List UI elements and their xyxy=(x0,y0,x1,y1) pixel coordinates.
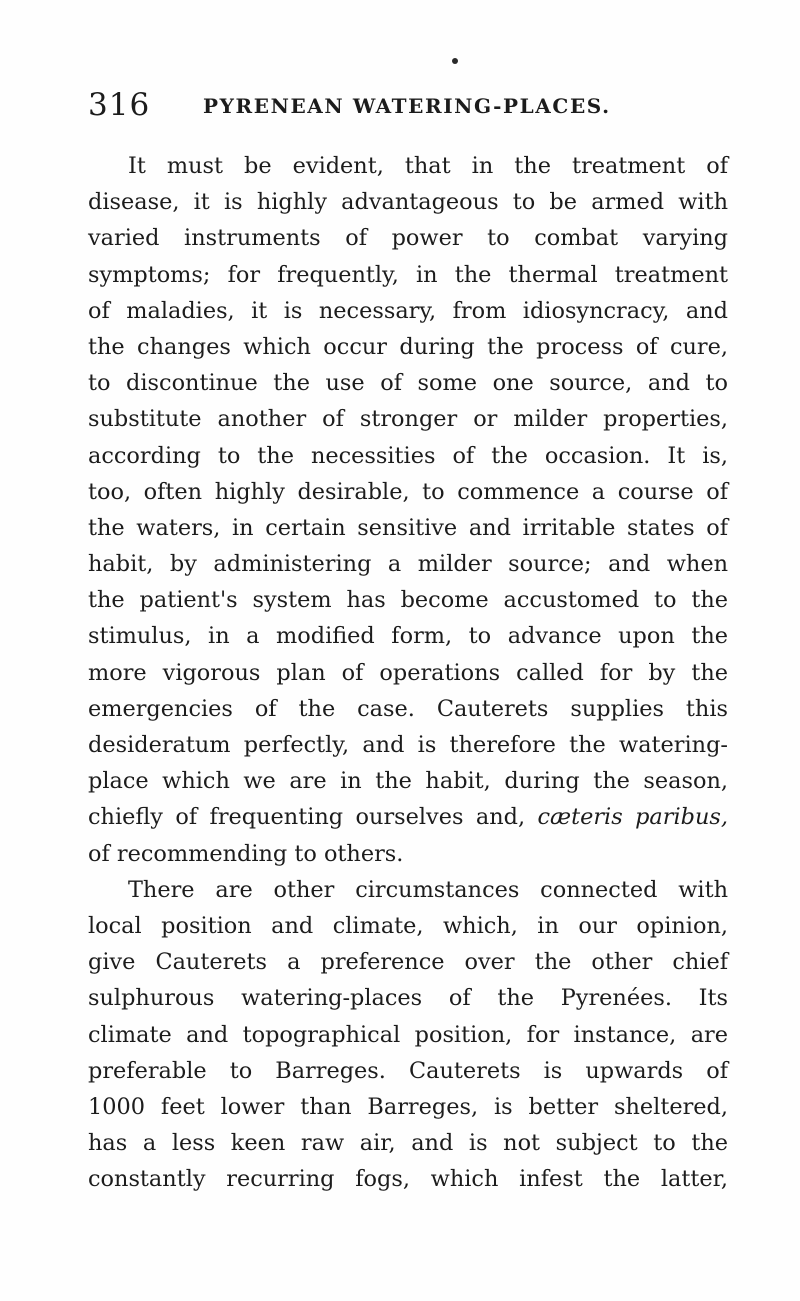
text-line: the patient's system has become accustomed to the xyxy=(88,587,728,614)
text-line: varied instruments of power to combat varying xyxy=(88,225,728,252)
text-line: of maladies, it is necessary, from idiosyncracy, and xyxy=(88,297,728,324)
text-line: stimulus, in a modified form, to advance upon the xyxy=(88,623,728,650)
italic-phrase: cæteris paribus, xyxy=(537,804,729,831)
text-line-with-italic xyxy=(88,799,728,835)
text-line: substitute another of stronger or milder properties, xyxy=(88,406,728,433)
page-number: 316 xyxy=(88,87,151,123)
text-line: too, often highly desirable, to commence a course of xyxy=(88,478,728,505)
text-line: preferable to Barreges. Cauterets is upwards of xyxy=(88,1057,728,1084)
text-line: emergencies of the case. Cauterets supplies this xyxy=(88,695,728,722)
text-line: desideratum perfectly, and is therefore the watering- xyxy=(88,732,728,758)
text-line: It must be evident, that in the treatment of xyxy=(128,153,728,179)
text-line: more vigorous plan of operations called for by the xyxy=(88,659,728,686)
text-segment: chiefly of frequenting ourselves and, xyxy=(88,804,526,831)
text-line: 1000 feet lower than Barreges, is better sheltered, xyxy=(88,1093,728,1120)
text-line: There are other circumstances connected with xyxy=(128,876,728,903)
text-line: sulphurous watering-places of the Pyrenées. Its xyxy=(88,985,728,1012)
page-header xyxy=(88,88,728,128)
text-line: the changes which occur during the process of cure, xyxy=(88,333,728,360)
text-line: disease, it is highly advantageous to be armed with xyxy=(88,189,728,216)
text-line: the waters, in certain sensitive and irritable states of xyxy=(88,514,728,541)
text-line: local position and climate, which, in our opinion, xyxy=(88,912,728,939)
text-line: habit, by administering a milder source; and when xyxy=(88,551,728,578)
text-line: give Cauterets a preference over the other chief xyxy=(88,949,728,976)
text-line: according to the necessities of the occasion. It is, xyxy=(88,442,728,469)
text-line: climate and topographical position, for instance, are xyxy=(88,1021,728,1048)
text-line: to discontinue the use of some one source, and to xyxy=(88,370,728,397)
running-head: PYRENEAN WATERING-PLACES. xyxy=(203,94,611,118)
text-line: place which we are in the habit, during the season, xyxy=(88,768,728,795)
ink-speck xyxy=(452,58,458,64)
text-line: has a less keen raw air, and is not subject to the xyxy=(88,1130,728,1157)
text-line: of recommending to others. xyxy=(88,840,404,867)
text-line: constantly recurring fogs, which infest the latter, xyxy=(88,1166,728,1193)
text-line: symptoms; for frequently, in the thermal treatment xyxy=(88,261,728,288)
body-text xyxy=(88,148,728,1197)
